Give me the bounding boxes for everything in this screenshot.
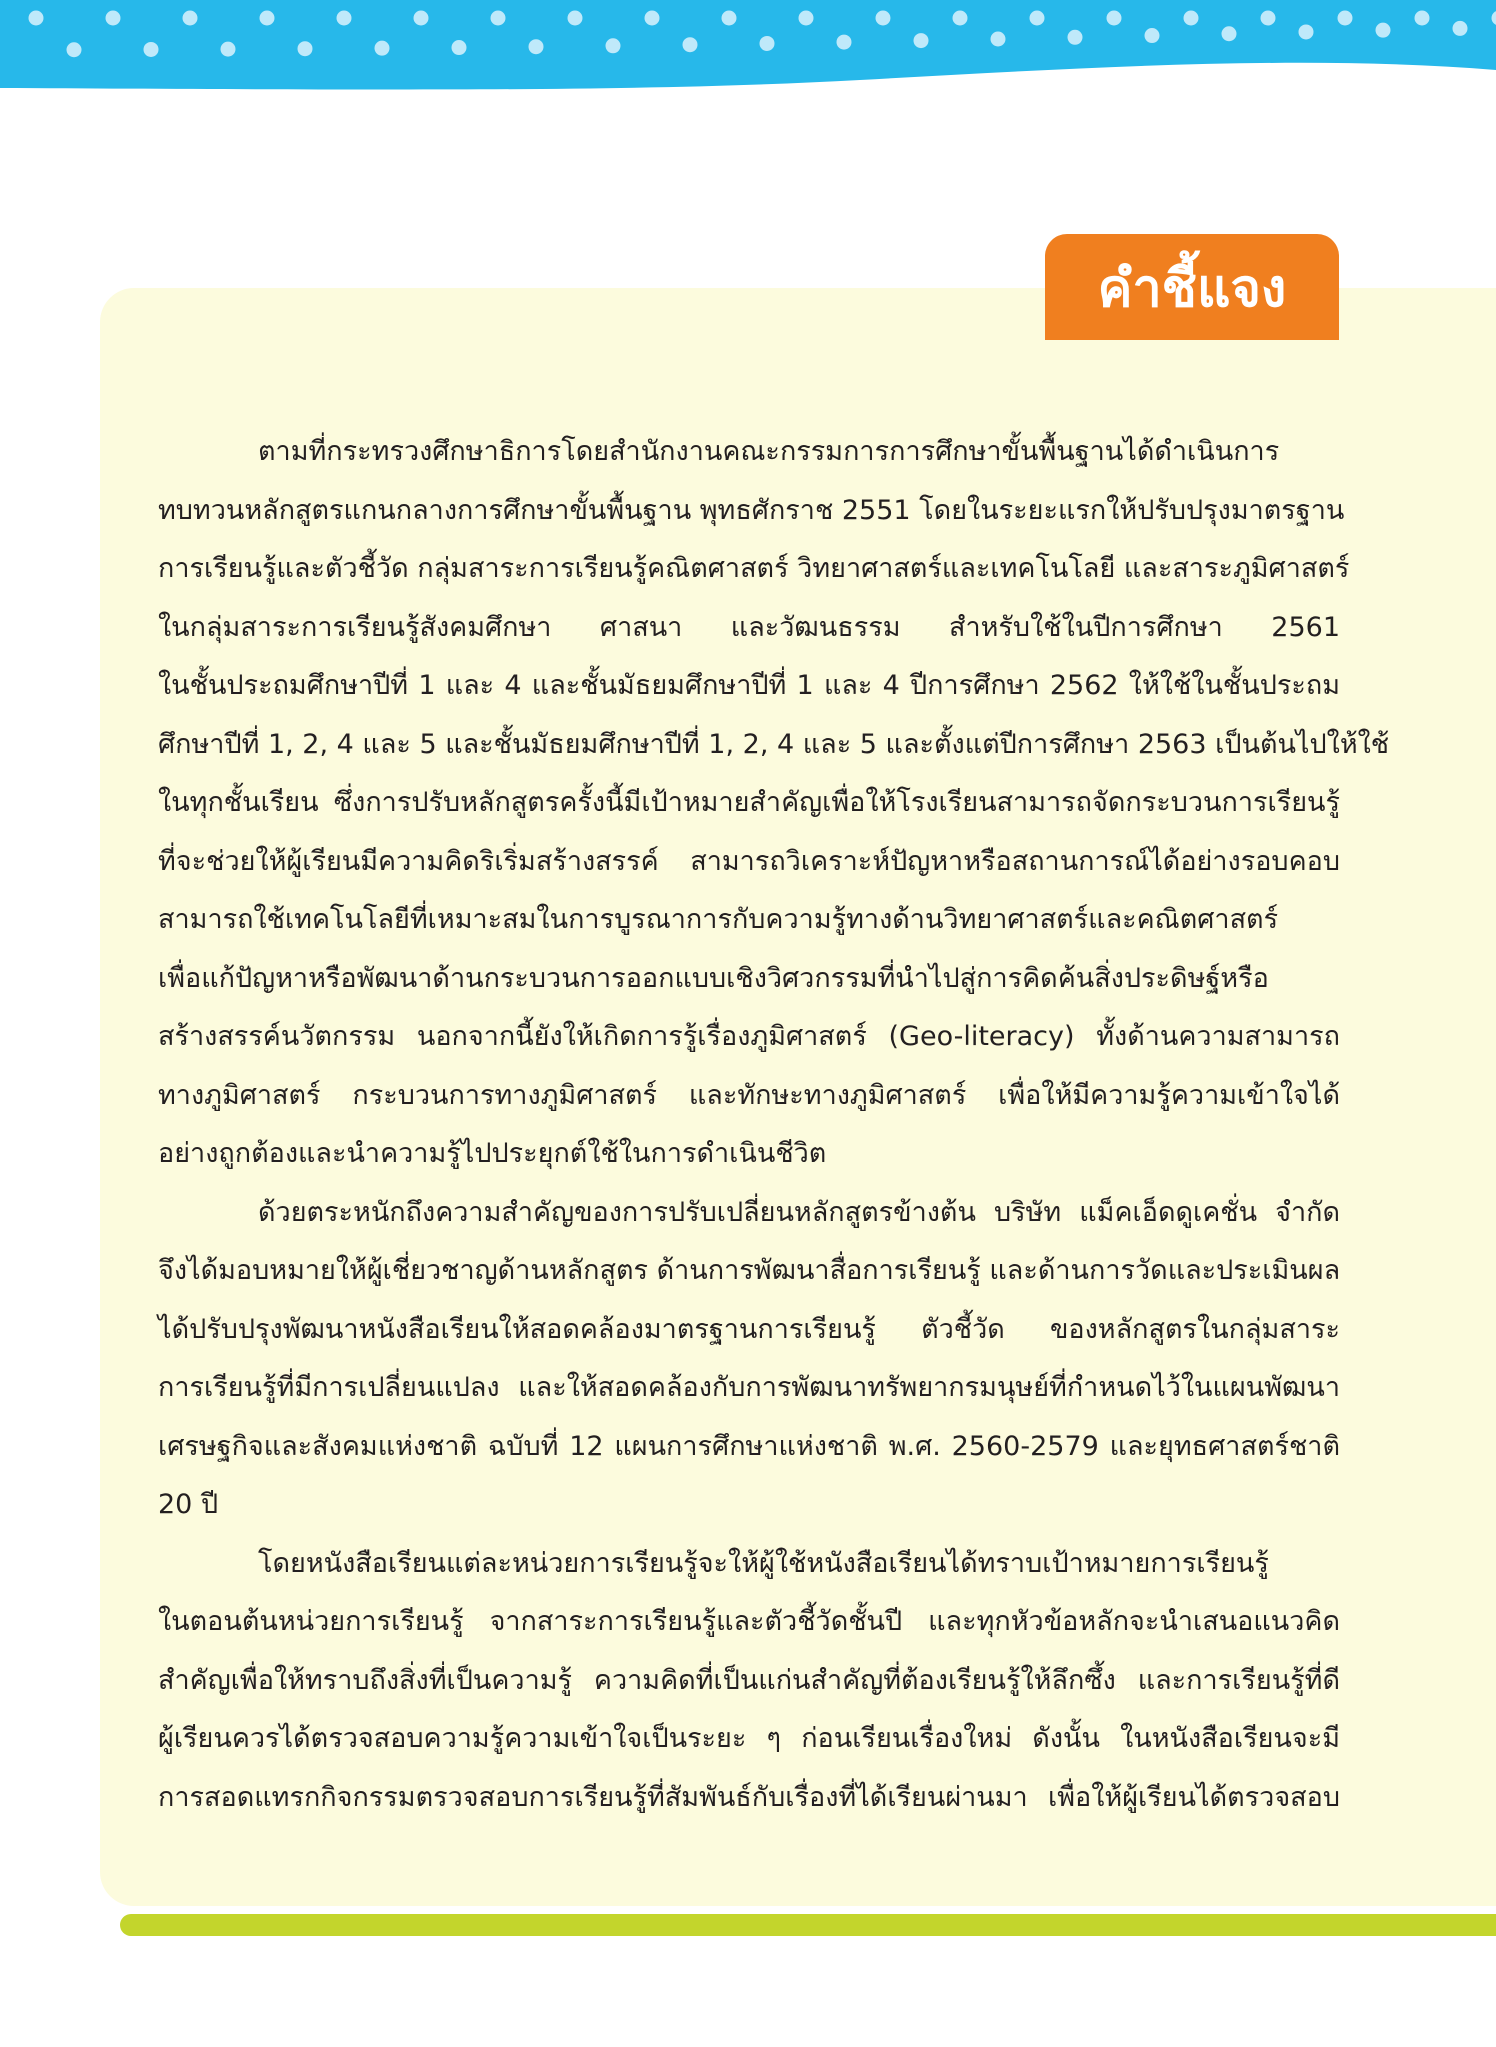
text-line: สร้างสรรค์นวัตกรรม นอกจากนี้ยังให้เกิดการรู้เรื่องภูมิศาสตร์ (Geo-literacy) ทั้งด้านความสามารถ bbox=[158, 1021, 1340, 1052]
band-dot bbox=[683, 37, 698, 52]
text-line: การเรียนรู้และตัวชี้วัด กลุ่มสาระการเรียนรู้คณิตศาสตร์ วิทยาศาสตร์และเทคโนโลยี และสาระภูมิศาสตร์ bbox=[158, 553, 1350, 584]
bottom-accent-line bbox=[120, 1914, 1496, 1936]
text-line: ในกลุ่มสาระการเรียนรู้สังคมศึกษา ศาสนา และวัฒนธรรม สำหรับใช้ในปีการศึกษา 2561 bbox=[158, 611, 1340, 643]
band-dot bbox=[953, 11, 968, 26]
text-line: การเรียนรู้ที่มีการเปลี่ยนแปลง และให้สอดคล้องกับการพัฒนาทรัพยากรมนุษย์ที่กำหนดไว้ในแผนพัฒนา bbox=[158, 1372, 1340, 1403]
band-dot bbox=[260, 11, 275, 26]
band-dot bbox=[1453, 21, 1468, 36]
band-dot bbox=[298, 41, 313, 56]
band-dot bbox=[914, 33, 929, 48]
band-dot bbox=[876, 11, 891, 26]
text-line: ตามที่กระทรวงศึกษาธิการโดยสำนักงานคณะกรรมการการศึกษาขั้นพื้นฐานได้ดำเนินการ bbox=[258, 436, 1280, 467]
band-dot bbox=[1376, 23, 1391, 38]
text-line: จึงได้มอบหมายให้ผู้เชี่ยวชาญด้านหลักสูตร ด้านการพัฒนาสื่อการเรียนรู้ และด้านการวัดและประเมินผล bbox=[158, 1255, 1341, 1286]
band-dot bbox=[568, 11, 583, 26]
text-line: ในชั้นประถมศึกษาปีที่ 1 และ 4 และชั้นมัธยมศึกษาปีที่ 1 และ 4 ปีการศึกษา 2562 ให้ใช้ในชั้นประถม bbox=[158, 670, 1340, 701]
band-dot bbox=[606, 38, 621, 53]
text-line: ได้ปรับปรุงพัฒนาหนังสือเรียนให้สอดคล้องมาตรฐานการเรียนรู้ ตัวชี้วัด ของหลักสูตรในกลุ่มสาระ bbox=[158, 1313, 1340, 1345]
band-dot bbox=[722, 11, 737, 26]
band-dot bbox=[414, 11, 429, 26]
text-line: ด้วยตระหนักถึงความสำคัญของการปรับเปลี่ยนหลักสูตรข้างต้น บริษัท แม็คเอ็ดดูเคชั่น จำกัด bbox=[258, 1196, 1340, 1228]
band-dot bbox=[452, 40, 467, 55]
band-dot bbox=[799, 11, 814, 26]
band-dot bbox=[375, 41, 390, 56]
band-dot bbox=[183, 11, 198, 26]
band-dot bbox=[1068, 30, 1083, 45]
band-dot bbox=[645, 11, 660, 26]
band-dot bbox=[221, 42, 236, 57]
text-line: ทางภูมิศาสตร์ กระบวนการทางภูมิศาสตร์ และทักษะทางภูมิศาสตร์ เพื่อให้มีความรู้ความเข้าใจได้ bbox=[158, 1079, 1340, 1111]
band-dot bbox=[1222, 26, 1237, 41]
text-line: เศรษฐกิจและสังคมแห่งชาติ ฉบับที่ 12 แผนการศึกษาแห่งชาติ พ.ศ. 2560-2579 และยุทธศาสตร์ชาติ bbox=[158, 1430, 1340, 1462]
band-dot bbox=[760, 36, 775, 51]
text-line: ผู้เรียนควรได้ตรวจสอบความรู้ความเข้าใจเป็นระยะ ๆ ก่อนเรียนเรื่องใหม่ ดังนั้น ในหนังสือเรียนจะมี bbox=[158, 1723, 1340, 1754]
band-dot bbox=[1415, 11, 1430, 26]
band-dot bbox=[106, 11, 121, 26]
body-text bbox=[158, 423, 1390, 1827]
band-dot bbox=[529, 39, 544, 54]
text-line: ในทุกชั้นเรียน ซึ่งการปรับหลักสูตรครั้งนี้มีเป้าหมายสำคัญเพื่อให้โรงเรียนสามารถจัดกระบวนการเรียนรู้ bbox=[158, 787, 1340, 818]
band-dot bbox=[1184, 11, 1199, 26]
band-dot bbox=[1145, 28, 1160, 43]
band-dot bbox=[837, 35, 852, 50]
band-dot bbox=[991, 32, 1006, 47]
text-line: เพื่อแก้ปัญหาหรือพัฒนาด้านกระบวนการออกแบบเชิงวิศวกรรมที่นำไปสู่การคิดค้นสิ่งประดิษฐ์หรือ bbox=[158, 962, 1269, 994]
band-dot bbox=[29, 11, 44, 26]
band-dot bbox=[1299, 24, 1314, 39]
page-title: คำชี้แจง bbox=[1097, 258, 1287, 319]
title-tab bbox=[1045, 234, 1339, 340]
text-line: สามารถใช้เทคโนโลยีที่เหมาะสมในการบูรณาการกับความรู้ทางด้านวิทยาศาสตร์และคณิตศาสตร์ bbox=[158, 904, 1279, 935]
text-line: ที่จะช่วยให้ผู้เรียนมีความคิดริเริ่มสร้างสรรค์ สามารถวิเคราะห์ปัญหาหรือสถานการณ์ได้อย่างรอบคอบ bbox=[158, 845, 1340, 877]
band-dot bbox=[1030, 11, 1045, 26]
band-dot bbox=[337, 11, 352, 26]
text-line: ทบทวนหลักสูตรแกนกลางการศึกษาขั้นพื้นฐาน พุทธศักราช 2551 โดยในระยะแรกให้ปรับปรุงมาตรฐาน bbox=[158, 494, 1345, 526]
text-line: สำคัญเพื่อให้ทราบถึงสิ่งที่เป็นความรู้ ความคิดที่เป็นแก่นสำคัญที่ต้องเรียนรู้ให้ลึกซึ้ง และการเรียนรู้ที่ดี bbox=[158, 1664, 1340, 1696]
text-line: อย่างถูกต้องและนำความรู้ไปประยุกต์ใช้ในการดำเนินชีวิต bbox=[158, 1138, 827, 1169]
band-dot bbox=[1338, 11, 1353, 26]
text-line: โดยหนังสือเรียนแต่ละหน่วยการเรียนรู้จะให้ผู้ใช้หนังสือเรียนได้ทราบเป้าหมายการเรียนรู้ bbox=[258, 1547, 1269, 1579]
decorative-top-band bbox=[0, 0, 1496, 100]
text-line: การสอดแทรกกิจกรรมตรวจสอบการเรียนรู้ที่สัมพันธ์กับเรื่องที่ได้เรียนผ่านมา เพื่อให้ผู้เรียนได้ตรวจสอบ bbox=[158, 1781, 1340, 1813]
text-line: ในตอนต้นหน่วยการเรียนรู้ จากสาระการเรียนรู้และตัวชี้วัดชั้นปี และทุกหัวข้อหลักจะนำเสนอแนวคิด bbox=[158, 1606, 1340, 1637]
text-line: ศึกษาปีที่ 1, 2, 4 และ 5 และชั้นมัธยมศึกษาปีที่ 1, 2, 4 และ 5 และตั้งแต่ปีการศึกษา 2563 เป็นต้นไปให้ใช้ bbox=[158, 728, 1390, 760]
band-dot bbox=[1107, 11, 1122, 26]
band-dot bbox=[1261, 11, 1276, 26]
band-dot bbox=[491, 11, 506, 26]
band-dot bbox=[67, 42, 82, 57]
text-line: 20 ปี bbox=[158, 1489, 219, 1520]
band-dot bbox=[144, 42, 159, 57]
